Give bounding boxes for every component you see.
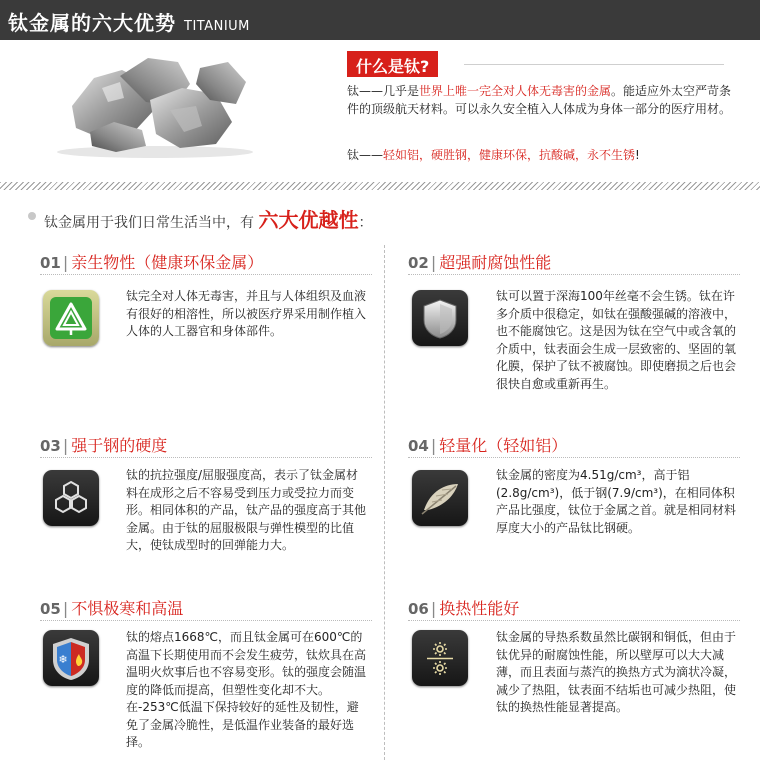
feature-title-01: 01 | 亲生物性（健康环保金属） xyxy=(40,253,264,272)
feature-desc-04: 钛金属的密度为4.51g/cm³，高于铝(2.8g/cm³)，低于钢(7.9/cm³)，在相同体积产品比强度，钛位于金属之首。就是相同材料厚度大小的产品钛比钢硬。 xyxy=(496,468,737,535)
sun-divide-icon xyxy=(412,630,468,686)
lead-suffix: ： xyxy=(358,215,373,231)
title-underline xyxy=(40,620,372,621)
feature-title-03: 03 | 强于钢的硬度 xyxy=(40,436,168,455)
intro-text-1: 钛——几乎是 xyxy=(347,84,420,98)
feature-title-text: 不惧极寒和高温 xyxy=(71,599,184,618)
title-underline xyxy=(40,274,372,275)
feature-desc-01: 钛完全对人体无毒害，并且与人体组织及血液有很好的相溶性，所以被医疗界采用制作植入人体的人工器官和身体部件。 xyxy=(126,289,367,338)
title-underline xyxy=(408,620,740,621)
intro-summary xyxy=(347,146,747,164)
feature-title-02: 02 | 超强耐腐蚀性能 xyxy=(408,253,552,272)
feature-title-05: 05 | 不惧极寒和高温 xyxy=(40,599,184,618)
section-divider xyxy=(0,182,760,190)
lead-text: 钛金属用于我们日常生活当中，有 xyxy=(44,215,259,231)
column-divider xyxy=(384,245,385,760)
titanium-rock-image xyxy=(50,48,260,160)
what-is-titanium-heading: 什么是钛? xyxy=(347,51,438,77)
feature-number: 06 xyxy=(408,600,429,618)
lead-highlight: 六大优越性 xyxy=(258,208,359,232)
svg-text:❄: ❄ xyxy=(58,653,68,666)
feature-title-06: 06 | 换热性能好 xyxy=(408,599,520,618)
hexagon-cluster-icon xyxy=(43,470,99,526)
feature-title-04: 04 | 轻量化（轻如铝） xyxy=(408,436,568,455)
intro-text-4: ! xyxy=(635,148,640,162)
title-underline xyxy=(408,457,740,458)
bullet-dot xyxy=(28,212,36,220)
feature-desc-06: 钛金属的导热系数虽然比碳钢和铜低，但由于钛优异的耐腐蚀性能，所以壁厚可以大大减薄，而且表面与蒸汽的换热方式为滴状冷凝，减少了热阻，钛表面不结垢也可减少热阻，使钛的换热性能显著提高。 xyxy=(496,630,737,714)
feature-number: 03 xyxy=(40,437,61,455)
intro-paragraph xyxy=(347,82,732,118)
feature-title-text: 轻量化（轻如铝） xyxy=(439,436,568,455)
intro-highlight-2: 轻如铝，硬胜钢，健康环保，抗酸碱，永不生锈 xyxy=(383,148,636,162)
title-underline xyxy=(408,274,740,275)
advantages-lead xyxy=(44,204,372,233)
intro-text-3: 钛—— xyxy=(347,148,384,162)
feature-number: 02 xyxy=(408,254,429,272)
page-title-text: 钛金属的六大优势 xyxy=(8,11,176,35)
feature-title-text: 超强耐腐蚀性能 xyxy=(439,253,552,272)
page-subtitle: TITANIUM xyxy=(184,19,250,34)
fire-ice-shield-icon xyxy=(43,630,99,686)
feature-title-text: 强于钢的硬度 xyxy=(71,436,168,455)
feature-desc-05: 钛的熔点1668℃，而且钛金属可在600℃的高温下长期使用而不会发生疲劳，钛炊具在高温明火炊事后也不容易变形。钛的强度会随温度的降低而提高，但塑性变化却不大。在-253℃低温下保持较好的延性及韧性，避免了金属冷脆性，是低温作业装备的最好选择。 xyxy=(126,630,367,749)
feather-icon xyxy=(412,470,468,526)
intro-highlight-1: 世界上唯一完全对人体无毒害的金属 xyxy=(419,84,612,98)
feature-number: 01 xyxy=(40,254,61,272)
feature-title-text: 换热性能好 xyxy=(439,599,520,618)
intro-text-2: 。能适应外太空严苛条件的顶级航天材料。可以永久安全植入人体成为身体一部分的医疗用材。 xyxy=(347,84,732,116)
recycle-triangle-icon xyxy=(43,290,99,346)
shield-icon xyxy=(412,290,468,346)
feature-title-text: 亲生物性（健康环保金属） xyxy=(71,253,264,272)
feature-number: 04 xyxy=(408,437,429,455)
title-underline xyxy=(40,457,372,458)
feature-desc-03: 钛的抗拉强度/屈服强度高，表示了钛金属材料在成形之后不容易受到压力或受拉力而变形。相同体积的产品，钛产品的强度高于其他金属。由于钛的屈服极限与弹性模型的比值大，使钛成型时的回弹能力大。 xyxy=(126,468,367,552)
header-bar xyxy=(0,0,760,40)
page-title xyxy=(8,7,250,36)
feature-number: 05 xyxy=(40,600,61,618)
heading-underline xyxy=(464,64,724,65)
feature-desc-02: 钛可以置于深海100年丝毫不会生锈。钛在许多介质中很稳定，如钛在强酸强碱的溶液中，也不能腐蚀它。这是因为钛在空气中或含氧的介质中，钛表面会生成一层致密的、坚固的氧化膜，保护了钛不被腐蚀。即使磨损之后也会很快自愈或重新再生。 xyxy=(496,289,737,391)
